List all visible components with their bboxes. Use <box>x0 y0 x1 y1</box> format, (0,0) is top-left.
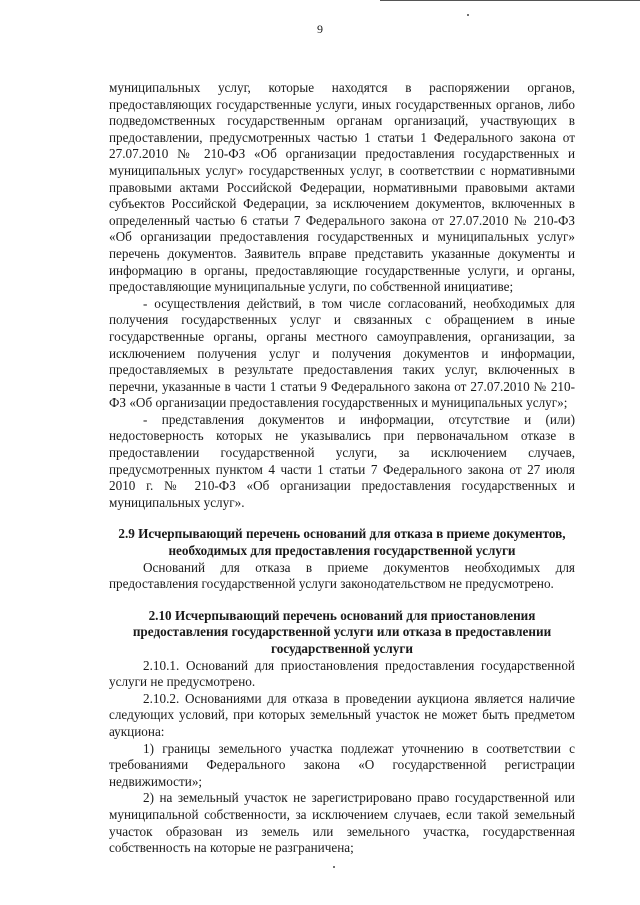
list-item-documents: - представления документов и информации, отсутствие и (или) недостоверность которых не указывались при первоначальном отказе в предоставлении государственной услуги, за исключением случаев, предусмотренных пунктом 4 части 1 статьи 7 Федерального закона от 27 июля 2010 г. № 210-ФЗ «Об организации предоставления государственных и муниципальных услуг». <box>109 411 575 510</box>
section-2-9-text: Оснований для отказа в приеме документов необходимых для предоставления государственной услуги законодательством не предусмотрено. <box>109 559 575 592</box>
list-item-1: 1) границы земельного участка подлежат уточнению в соответствии с требованиями Федерального закона «О государственной регистрации недвижимости»; <box>109 740 575 789</box>
list-item-actions: - осуществления действий, в том числе согласований, необходимых для получения государственных услуг и связанных с обращением в иные государственные органы, органы местного самоуправления, организации, за исключением получения услуг и получения документов и информации, предоставляемых в результате предоставления таких услуг, включенных в перечни, указанные в части 1 статьи 9 Федерального закона от 27.07.2010 № 210-ФЗ «Об организации предоставления государственных и муниципальных услуг»; <box>109 295 575 411</box>
list-item-2: 2) на земельный участок не зарегистрировано право государственной или муниципальной собственности, за исключением случаев, если такой земельный участок образован из земель или земельного участка, государственная собственность на которые не разграничена; <box>109 790 575 856</box>
scan-speck <box>333 866 335 868</box>
section-2-10-heading: 2.10 Исчерпывающий перечень оснований для приостановления предоставления государственной услуги или отказа в предоставлении государственной услуги <box>132 607 552 656</box>
continuation-paragraph: муниципальных услуг, которые находятся в распоряжении органов, предоставляющих государственные услуги, иных государственных органов, либо подведомственных государственным органам организаций, участвующих в предоставлении, предусмотренных частью 1 статьи 1 Федерального закона от 27.07.2010 № 210-ФЗ «Об организации предоставления государственных и муниципальных услуг» государственных услуг, в соответствии с нормативными правовыми актами Российской Федерации, нормативными правовыми актами субъектов Российской Федерации, за исключением документов, включенных в определенный частью 6 статьи 7 Федерального закона от 27.07.2010 № 210-ФЗ «Об организации предоставления государственных и муниципальных услуг» перечень документов. Заявитель вправе представить указанные документы и информацию в органы, предоставляющие государственные услуги, и органы, предоставляющие муниципальные услуги, по собственной инициативе; <box>109 80 575 295</box>
section-2-9-heading: 2.9 Исчерпывающий перечень оснований для отказа в приеме документов, необходимых для предоставления государственной услуги <box>118 526 566 559</box>
paragraph-2-10-1: 2.10.1. Оснований для приостановления предоставления государственной услуги не предусмотрено. <box>109 657 575 690</box>
page-number: 9 <box>317 22 323 36</box>
scan-speck <box>467 14 469 16</box>
document-body <box>109 80 575 857</box>
top-scan-edge <box>380 0 640 1</box>
paragraph-2-10-2: 2.10.2. Основаниями для отказа в проведении аукциона является наличие следующих условий, при которых земельный участок не может быть предметом аукциона: <box>109 690 575 739</box>
